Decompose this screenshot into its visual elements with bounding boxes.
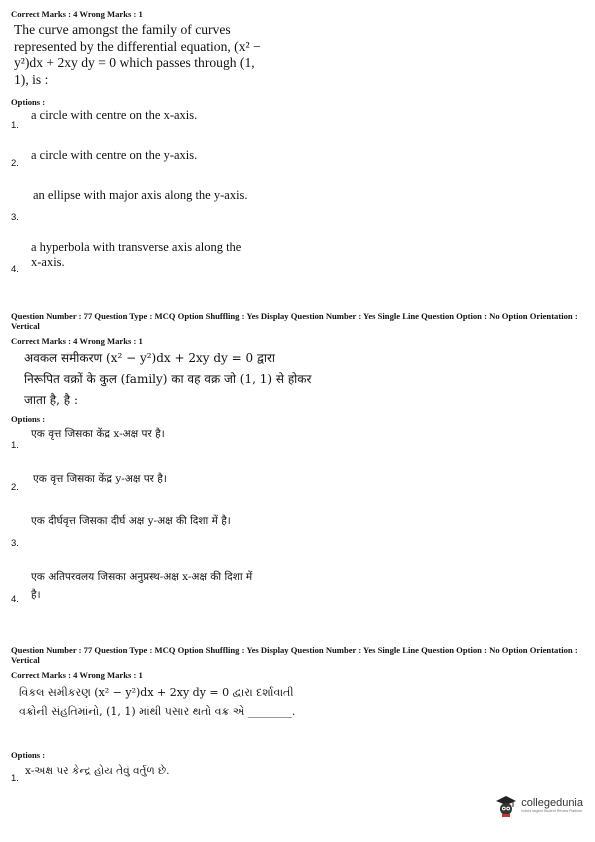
question-text: The curve amongst the family of curves represented by the differential equation, (x² − y²)dx + 2xy dy = 0 which passes through (1, 1), is : (14, 22, 261, 87)
option-number: 4. (11, 594, 19, 605)
collegedunia-logo (494, 794, 583, 818)
marks-line: Correct Marks : 4 Wrong Marks : 1 (11, 9, 143, 19)
question-header: Question Number : 77 Question Type : MCQ Option Shuffling : Yes Display Question Number : Yes Single Line Question Option : No Option Orientation : Vertical (11, 645, 578, 665)
option-text: an ellipse with major axis along the y-axis. (33, 188, 248, 202)
option-number: 1. (11, 440, 19, 451)
question-header: Question Number : 77 Question Type : MCQ Option Shuffling : Yes Display Question Number : Yes Single Line Question Option : No Option Orientation : Vertical (11, 311, 578, 331)
option-number: 3. (11, 212, 19, 223)
graduate-mascot-icon (494, 794, 518, 818)
option-number: 4. (11, 264, 19, 275)
options-label: Options : (11, 750, 46, 760)
option-text: x-અક્ષ પર કેન્દ્ર હોય તેવું વર્તુળ છે. (25, 765, 170, 777)
option-number: 1. (11, 120, 19, 131)
option-text: एक अतिपरवलय जिसका अनुप्रस्थ-अक्ष x-अक्ष की दिशा में है। (31, 571, 253, 601)
logo-name: collegedunia (521, 797, 583, 809)
options-label: Options : (11, 97, 46, 107)
option-text: एक वृत्त जिसका केंद्र y-अक्ष पर है। (33, 473, 167, 485)
question-text: વિકલ સમીકરણ (x² − y²)dx + 2xy dy = 0 દ્વારા દર્શાવાતી વક્રોની સંહતિમાંનો, (1, 1) માંથી પસાર થતો વક્ર એ ________. (19, 686, 296, 718)
option-number: 1. (11, 773, 19, 784)
option-text: a circle with centre on the x-axis. (31, 108, 198, 122)
options-label: Options : (11, 414, 46, 424)
option-number: 3. (11, 538, 19, 549)
marks-line: Correct Marks : 4 Wrong Marks : 1 (11, 670, 143, 680)
marks-line: Correct Marks : 4 Wrong Marks : 1 (11, 336, 143, 346)
option-text: a circle with centre on the y-axis. (31, 148, 198, 162)
option-number: 2. (11, 158, 19, 169)
option-text: एक दीर्घवृत्त जिसका दीर्घ अक्ष y-अक्ष की दिशा में है। (31, 515, 231, 527)
question-text: अवकल समीकरण (x² − y²)dx + 2xy dy = 0 द्वारा निरूपित वक्रों के कुल (family) का वह वक्र जो (1, 1) से होकर जाता है, है : (24, 351, 312, 407)
logo-tagline: India's largest Student Review Platform (521, 809, 583, 813)
option-number: 2. (11, 482, 19, 493)
option-text: a hyperbola with transverse axis along the x-axis. (31, 240, 242, 269)
option-text: एक वृत्त जिसका केंद्र x-अक्ष पर है। (31, 428, 165, 440)
